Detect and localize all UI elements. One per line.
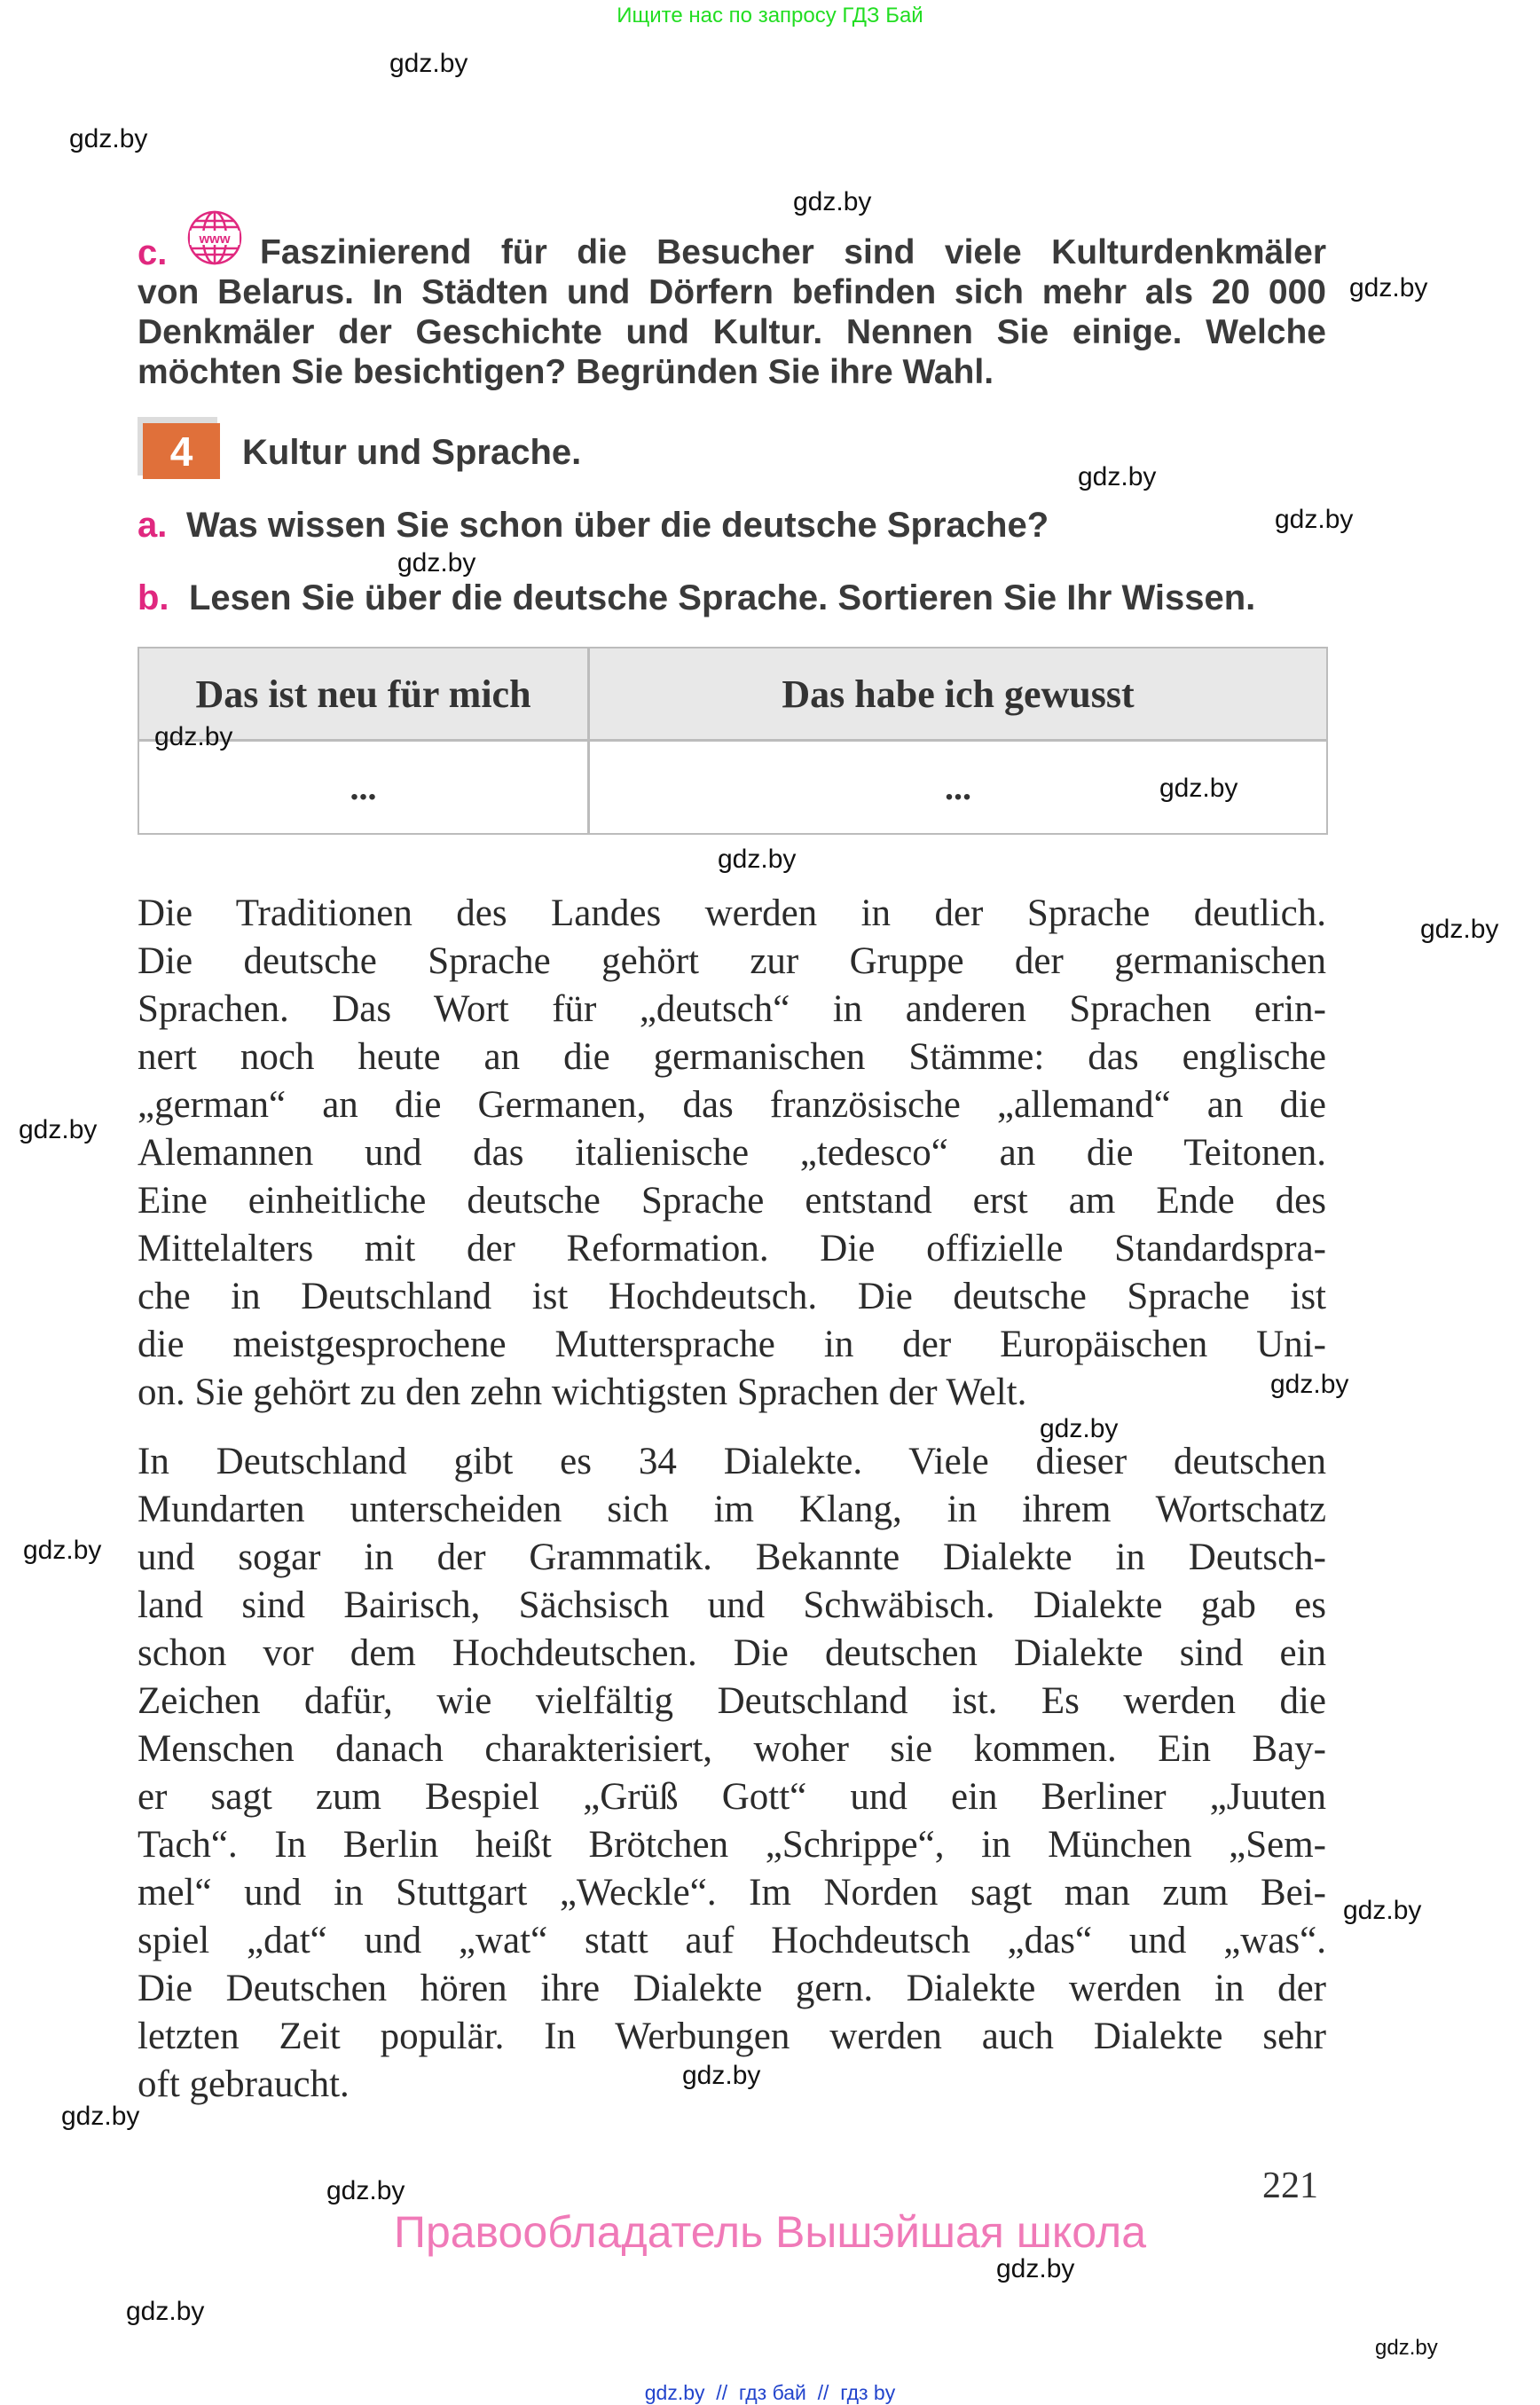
task-a-text: Was wissen Sie schon über die deutsche Sprache? [186, 506, 1049, 545]
paragraph-line: schon vor dem Hochdeutschen. Die deutschen Dialekte sind ein [138, 1632, 1326, 1674]
www-globe-icon [186, 209, 243, 266]
watermark: gdz.by [1349, 273, 1428, 303]
watermark: gdz.by [793, 187, 872, 216]
page-number: 221 [1262, 2165, 1318, 2206]
section-title: Kultur und Sprache. [242, 433, 582, 472]
paragraph-line: che in Deutschland ist Hochdeutsch. Die deutsche Sprache ist [138, 1276, 1326, 1317]
watermark: gdz.by [1275, 505, 1354, 534]
watermark: gdz.by [718, 845, 797, 874]
paragraph-line: er sagt zum Bespiel „Grüß Gott“ und ein Berliner „Juuten [138, 1776, 1326, 1818]
table-header-new: Das ist neu für mich [139, 648, 587, 742]
watermark: gdz.by [154, 722, 233, 751]
paragraph-line: nert noch heute an die germanischen Stämme: das englische [138, 1036, 1326, 1078]
table-header-known: Das habe ich gewusst [590, 648, 1326, 742]
paragraph-line: Sprachen. Das Wort für „deutsch“ in anderen Sprachen erin- [138, 988, 1326, 1030]
watermark: gdz.by [1040, 1414, 1119, 1443]
paragraph-line: „german“ an die Germanen, das französische „allemand“ an die [138, 1084, 1326, 1126]
section-number-badge: 4 [143, 423, 220, 479]
paragraph-line: Zeichen dafür, wie vielfältig Deutschland ist. Es werden die [138, 1680, 1326, 1722]
paragraph-line: oft gebraucht. [138, 2063, 350, 2105]
table-cell-new: ... [350, 767, 377, 807]
watermark: gdz.by [996, 2254, 1075, 2283]
watermark: gdz.by [126, 2297, 205, 2326]
paragraph-line: Alemannen und das italienische „tedesco“ an die Teitonen. [138, 1132, 1326, 1174]
paragraph-line: In Deutschland gibt es 34 Dialekte. Viele dieser deutschen [138, 1441, 1326, 1482]
paragraph-line: Die Deutschen hören ihre Dialekte gern. Dialekte werden in der [138, 1968, 1326, 2009]
watermark: gdz.by [69, 124, 148, 153]
watermark: gdz.by [61, 2102, 140, 2131]
paragraph-line: Mundarten unterscheiden sich im Klang, in ihrem Wortschatz [138, 1489, 1326, 1530]
paragraph-line: land sind Bairisch, Sächsisch und Schwäbisch. Dialekte gab es [138, 1584, 1326, 1626]
watermark: gdz.by [397, 548, 476, 578]
watermark: gdz.by [1270, 1370, 1349, 1399]
paragraph-line: spiel „dat“ und „wat“ statt auf Hochdeutsch „das“ und „was“. [138, 1920, 1326, 1961]
task-c-line: von Belarus. In Städten und Dörfern befinden sich mehr als 20 000 [138, 273, 1326, 311]
copyright-notice: Правообладатель Вышэйшая школа [394, 2207, 1146, 2257]
watermark: gdz.by [1420, 915, 1499, 944]
paragraph-line: Menschen danach charakterisiert, woher sie kommen. Ein Bay- [138, 1728, 1326, 1770]
watermark: gdz.by [1159, 774, 1238, 803]
footer-links[interactable]: gdz.by // гдз бай // гдз by [644, 2381, 896, 2404]
svg-text:www: www [199, 232, 231, 247]
knowledge-table [138, 647, 1328, 835]
watermark: gdz.by [326, 2176, 405, 2205]
paragraph-line: die meistgesprochene Muttersprache in der Europäischen Uni- [138, 1324, 1326, 1365]
paragraph-line: letzten Zeit populär. In Werbungen werden auch Dialekte sehr [138, 2016, 1326, 2057]
task-a-letter: a. [138, 506, 168, 545]
watermark: gdz.by [1375, 2336, 1438, 2360]
task-c-line: Faszinierend für die Besucher sind viele Kulturdenkmäler [260, 233, 1326, 271]
watermark: gdz.by [1078, 462, 1157, 491]
paragraph-line: Die deutsche Sprache gehört zur Gruppe der germanischen [138, 940, 1326, 982]
table-cell-known: ... [945, 767, 971, 807]
paragraph-line: mel“ und in Stuttgart „Weckle“. Im Norden sagt man zum Bei- [138, 1872, 1326, 1914]
watermark: gdz.by [23, 1536, 102, 1565]
task-c-line: Denkmäler der Geschichte und Kultur. Nennen Sie einige. Welche [138, 313, 1326, 351]
task-c-line: möchten Sie besichtigen? Begründen Sie ihre Wahl. [138, 353, 994, 391]
watermark: gdz.by [1343, 1896, 1422, 1925]
paragraph-line: on. Sie gehört zu den zehn wichtigsten Sprachen der Welt. [138, 1371, 1027, 1413]
watermark: gdz.by [19, 1115, 98, 1144]
task-c-letter: c. [138, 233, 168, 272]
watermark: gdz.by [682, 2061, 761, 2090]
paragraph-line: Tach“. In Berlin heißt Brötchen „Schrippe“, in München „Sem- [138, 1824, 1326, 1866]
task-b-text: Lesen Sie über die deutsche Sprache. Sortieren Sie Ihr Wissen. [189, 578, 1256, 617]
paragraph-line: und sogar in der Grammatik. Bekannte Dialekte in Deutsch- [138, 1537, 1326, 1578]
paragraph-line: Mittelalters mit der Reformation. Die offizielle Standardspra- [138, 1228, 1326, 1269]
top-banner: Ищите нас по запросу ГДЗ Бай [617, 4, 923, 28]
paragraph-line: Eine einheitliche deutsche Sprache entstand erst am Ende des [138, 1180, 1326, 1222]
paragraph-line: Die Traditionen des Landes werden in der Sprache deutlich. [138, 892, 1326, 934]
watermark: gdz.by [389, 49, 468, 78]
task-b-letter: b. [138, 578, 169, 617]
table-divider [587, 648, 590, 833]
